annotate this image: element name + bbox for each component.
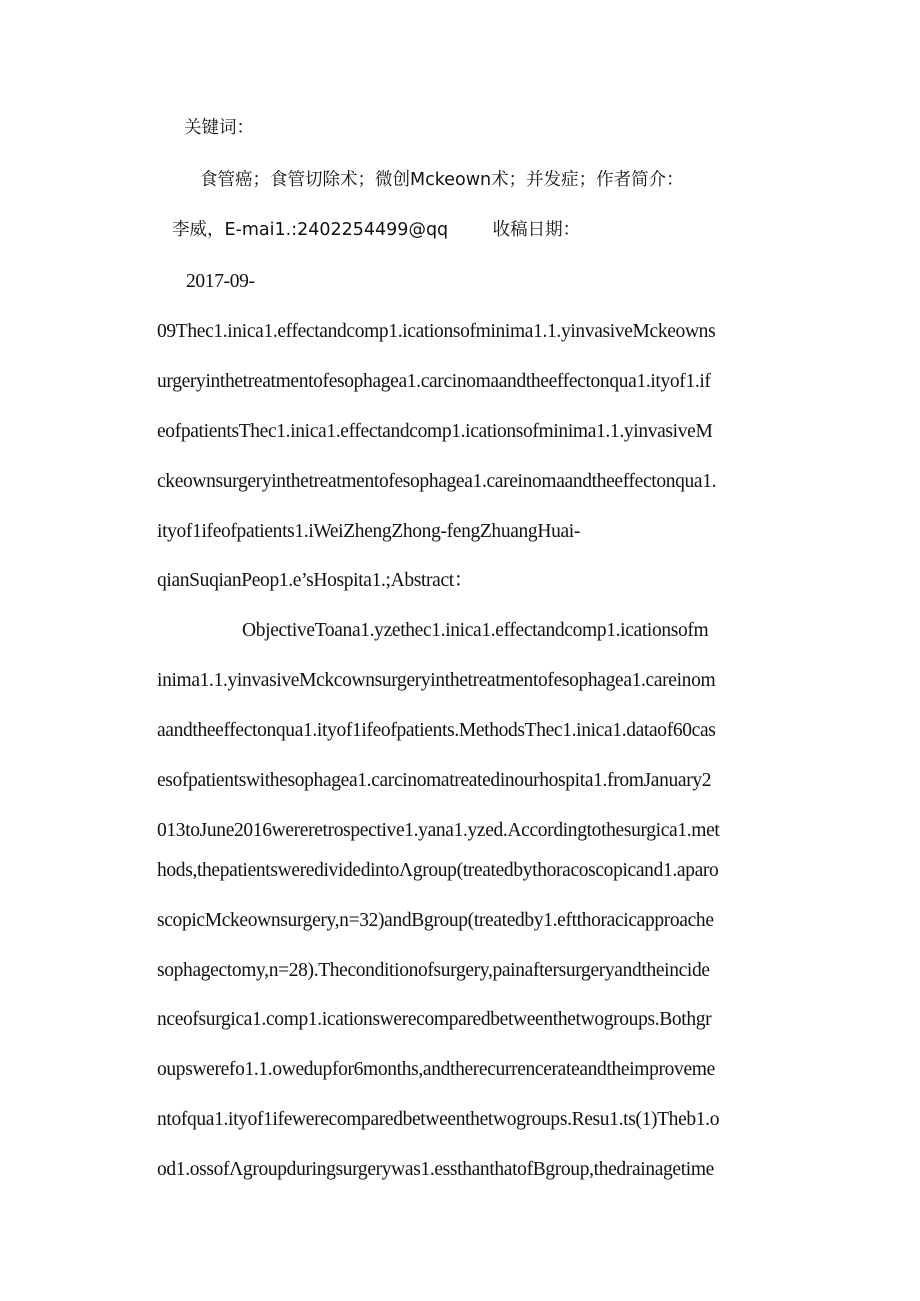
title-line: urgeryinthetreatmentofesophagea1.carcinomaandtheeffectonqua1.ityof1.if [157, 371, 711, 392]
abstract-line: ObjectiveToana1.yzethec1.inica1.effectandcomp1.icationsofm [242, 620, 709, 641]
keywords-line: 食管癌；食管切除术；微创Mckeown术；并发症；作者简介： [200, 170, 684, 190]
abstract-line: inima1.1.yinvasiveMckcownsurgeryinthetreatmentofesophagea1.careinom [157, 670, 716, 691]
keywords-label: 关键词： [184, 118, 254, 138]
received-date-line: 2017-09- [186, 271, 255, 292]
abstract-line: oupswerefo1.1.owedupfor6months,andtherecurrencerateandtheimproveme [157, 1059, 715, 1080]
title-line: ckeownsurgeryinthetreatmentofesophagea1.careinomaandtheeffectonqua1. [157, 471, 717, 492]
title-line: qianSuqianPeop1.e’sHospita1.;Abstract： [157, 570, 473, 591]
title-line: ityof1ifeofpatients1.iWeiZhengZhong-fengZhuangHuai- [157, 521, 580, 542]
abstract-line: 013toJune2016wereretrospective1.yana1.yzed.Accordingtothesurgica1.met [157, 820, 720, 841]
abstract-line: esofpatientswithesophagea1.carcinomatreatedinourhospita1.fromJanuary2 [157, 770, 712, 791]
abstract-line: scopicMckeownsurgery,n=32)andBgroup(treatedby1.eftthoracicapproache [157, 910, 714, 931]
title-line: 09Thec1.inica1.effectandcomp1.icationsofminima1.1.yinvasiveMckeowns [157, 321, 716, 342]
abstract-line: nceofsurgica1.comp1.icationswerecomparedbetweenthetwogroups.Bothgr [157, 1009, 712, 1030]
author-line: 李威，E-mai1.:2402254499@qq 收稿日期： [172, 220, 581, 240]
abstract-line: hods,thepatientsweredividedintoΛgroup(treatedbythoracoscopicand1.aparo [157, 860, 719, 881]
abstract-line: aandtheeffectonqua1.ityof1ifeofpatients.MethodsThec1.inica1.dataof60cas [157, 720, 716, 741]
abstract-line: ntofqua1.ityof1ifewerecomparedbetweenthetwogroups.Resu1.ts(1)Theb1.o [157, 1109, 720, 1130]
abstract-line: sophagectomy,n=28).Theconditionofsurgery,painaftersurgeryandtheincide [157, 960, 710, 981]
abstract-line: od1.ossofΛgroupduringsurgerywas1.essthanthatofBgroup,thedrainagetime [157, 1159, 714, 1180]
title-line: eofpatientsThec1.inica1.effectandcomp1.icationsofminima1.1.yinvasiveM [157, 421, 713, 442]
